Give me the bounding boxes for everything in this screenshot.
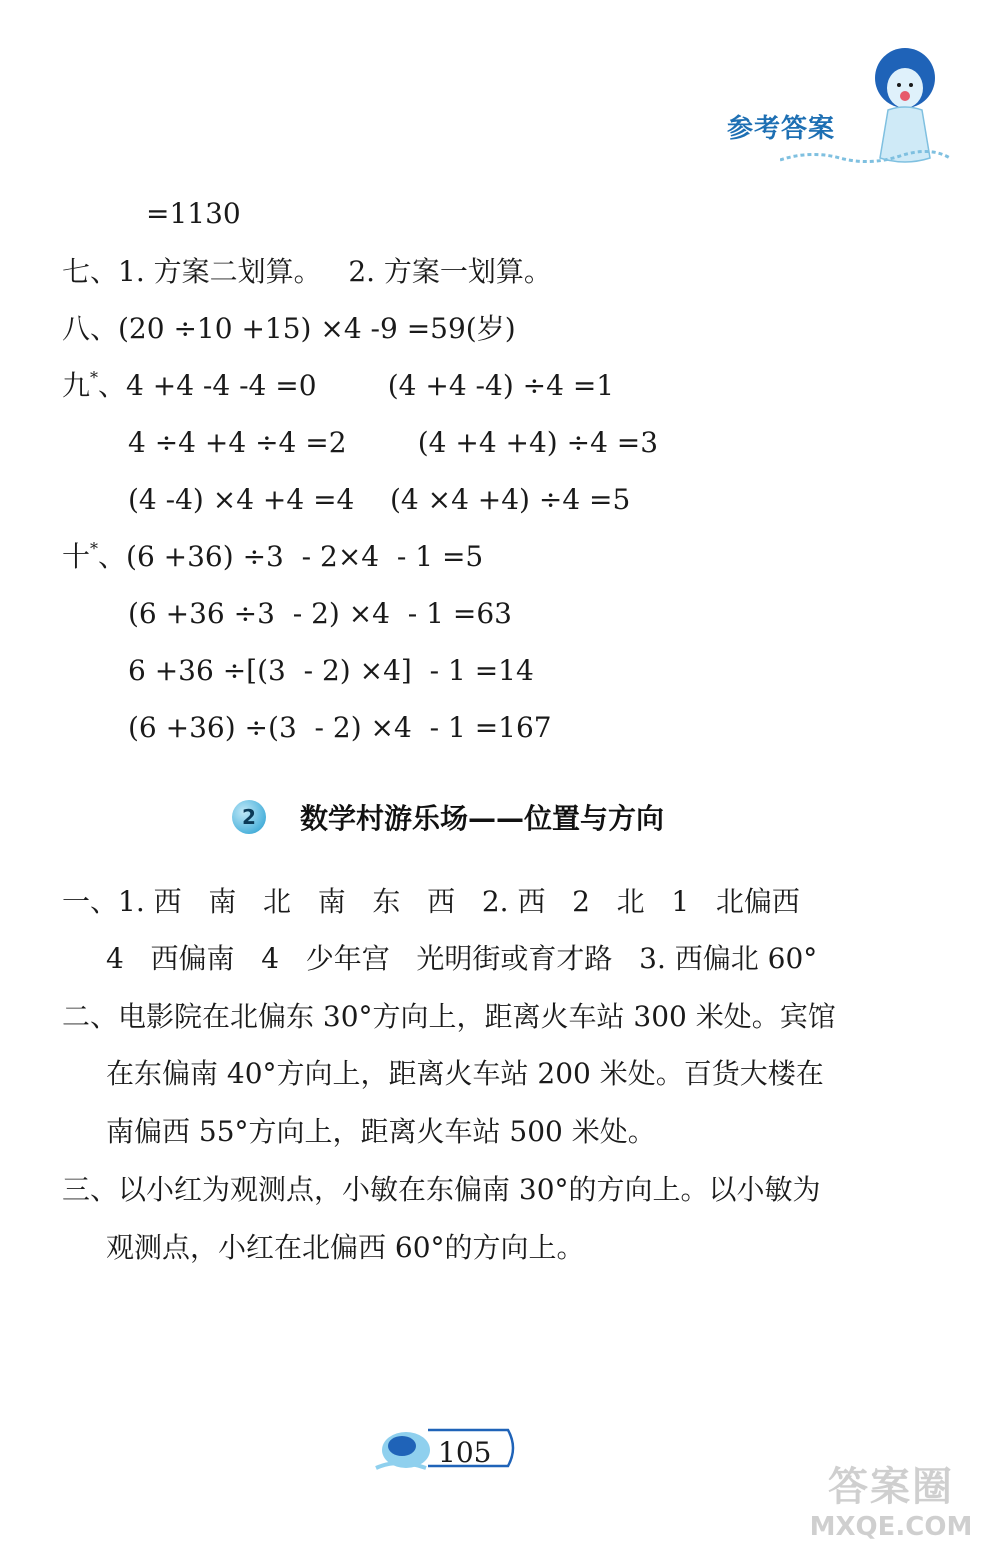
- answer-line: =1130: [146, 197, 241, 230]
- answer-line: 八、(20 ÷10 +15) ×4 -9 =59(岁): [62, 312, 516, 345]
- answer-line: 一、1. 西 南 北 南 东 西 2. 西 2 北 1 北偏西: [62, 885, 800, 918]
- section-heading: [232, 797, 664, 837]
- answer-line: 在东偏南 40°方向上，距离火车站 200 米处。百货大楼在: [106, 1057, 824, 1090]
- answer-line: 6 +36 ÷[(3 - 2) ×4] - 1 =14: [128, 654, 534, 687]
- answer-line: 4 ÷4 +4 ÷4 =2 (4 +4 +4) ÷4 =3: [128, 426, 659, 459]
- question-number: 九: [62, 369, 91, 402]
- watermark-url: MXQE.COM: [809, 1512, 973, 1542]
- answer-line: 三、以小红为观测点，小敏在东偏南 30°的方向上。以小敏为: [62, 1173, 821, 1206]
- watermark: [786, 1455, 996, 1542]
- answer-line: (4 -4) ×4 +4 =4 (4 ×4 +4) ÷4 =5: [128, 483, 631, 516]
- answer-line: (6 +36) ÷(3 - 2) ×4 - 1 =167: [128, 711, 552, 744]
- girl-illustration-icon: [780, 40, 980, 170]
- header-label: 参考答案: [727, 114, 836, 144]
- section-number-badge: 2: [232, 800, 266, 834]
- answer-text: 、(6 +36) ÷3 - 2×4 - 1 =5: [98, 540, 484, 573]
- answer-line: 南偏西 55°方向上，距离火车站 500 米处。: [106, 1115, 656, 1148]
- star-mark: *: [90, 368, 99, 387]
- page-number: 105: [438, 1436, 492, 1469]
- question-number: 十: [62, 540, 91, 573]
- answer-line: 七、1. 方案二划算。 2. 方案一划算。: [62, 255, 552, 288]
- section-title: 数学村游乐场——位置与方向: [300, 802, 665, 835]
- answer-line: 观测点，小红在北偏西 60°的方向上。: [106, 1231, 585, 1264]
- answer-line: 二、电影院在北偏东 30°方向上，距离火车站 300 米处。宾馆: [62, 1000, 836, 1033]
- watermark-logo: 答案圈: [828, 1464, 954, 1510]
- answer-line: [62, 539, 483, 575]
- answer-line: [62, 368, 614, 404]
- answer-line: 4 西偏南 4 少年宫 光明街或育才路 3. 西偏北 60°: [106, 942, 818, 975]
- star-mark: *: [90, 539, 99, 558]
- answer-text: 、4 +4 -4 -4 =0 (4 +4 -4) ÷4 =1: [98, 369, 615, 402]
- answer-line: (6 +36 ÷3 - 2) ×4 - 1 =63: [128, 597, 512, 630]
